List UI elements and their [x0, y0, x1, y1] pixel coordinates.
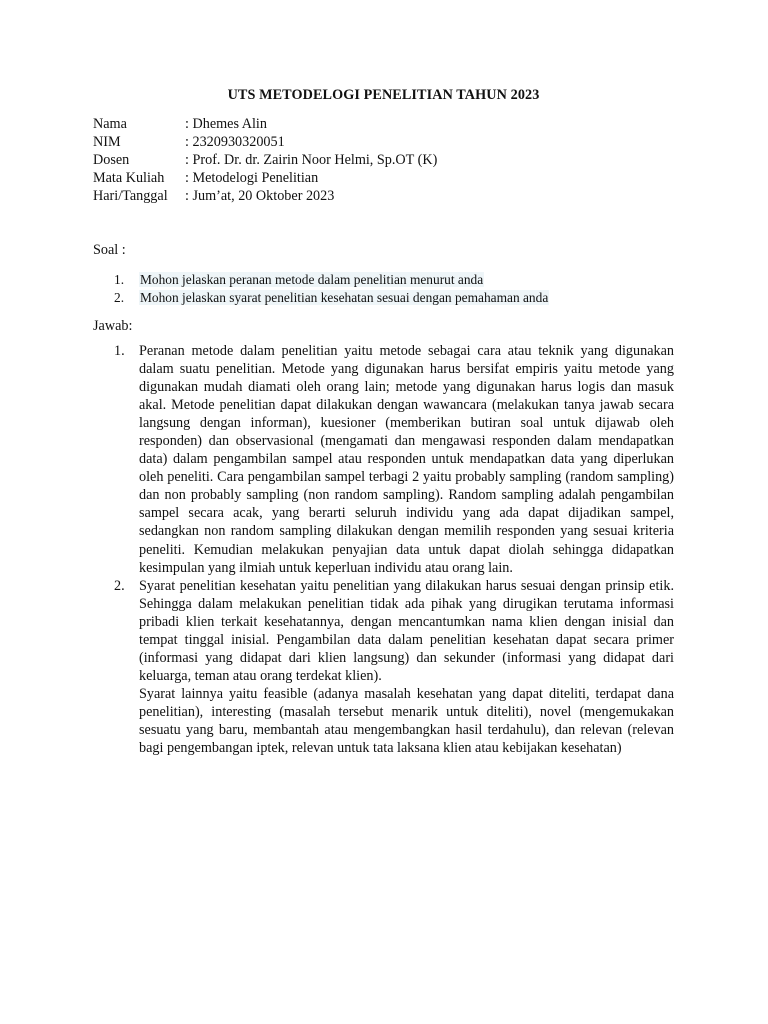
answer-paragraph: Syarat lainnya yaitu feasible (adanya masalah kesehatan yang dapat diteliti, terdapat dana penelitian), interesting (masalah tersebut menarik untuk diteliti), novel (mengemukakan sesuatu yang baru, membantah atau mengembangkan hasil terdahulu), dan relevan (relevan bagi pengembangan iptek, relevan untuk tata laksana klien atau kebijakan kesehatan) — [139, 685, 674, 757]
info-row-dosen — [93, 151, 437, 169]
info-row-mata-kuliah — [93, 169, 437, 187]
question-text: Mohon jelaskan peranan metode dalam penelitian menurut anda — [140, 272, 484, 287]
info-row-hari-tanggal — [93, 187, 437, 205]
info-value: : Dhemes Alin — [185, 116, 267, 132]
question-item — [93, 271, 674, 289]
info-row-nama — [93, 115, 437, 133]
question-number: 2. — [114, 290, 125, 305]
info-value: : Prof. Dr. dr. Zairin Noor Helmi, Sp.OT (K) — [185, 152, 438, 168]
answer-list — [93, 342, 674, 757]
document-title: UTS METODELOGI PENELITIAN TAHUN 2023 — [227, 87, 540, 103]
answer-paragraph: Peranan metode dalam penelitian yaitu metode sebagai cara atau teknik yang digunakan dalam suatu penelitian. Metode yang digunakan harus bersifat empiris yaitu metode yang digunakan mudah diamati oleh orang lain; metode yang digunakan harus logis dan masuk akal. Metode penelitian dapat dilakukan dengan wawancara (melakukan tanya jawab secara langsung dengan informan), kuesioner (memberikan butiran soal untuk dijawab oleh responden) dan observasional (mengamati dan mengawasi responden dalam mendapatkan data) dalam pengambilan sampel atau responden untuk mendapatkan data yang diperlukan oleh peneliti. Cara pengambilan sampel terbagi 2 yaitu probably sampling (random sampling) dan non probably sampling (non random sampling). Random sampling adalah pengambilan sampel secara acak, yang berarti seluruh individu yang ada dapat dijadikan sampel, sedangkan non random sampling dilakukan dengan memilih responden yang sesuai kriteria peneliti. Kemudian melakukan penyajian data untuk dapat diolah sehingga didapatkan kesimpulan yang ilmiah untuk keperluan individu atau orang lain. — [139, 343, 674, 576]
jawab-heading: Jawab: — [93, 318, 133, 334]
question-list — [93, 271, 674, 307]
info-label: Hari/Tanggal — [93, 188, 168, 204]
info-label: Mata Kuliah — [93, 170, 165, 186]
info-label: Dosen — [93, 152, 130, 168]
info-value: : Metodelogi Penelitian — [185, 170, 319, 186]
info-value: : 2320930320051 — [185, 134, 285, 150]
question-text: Mohon jelaskan syarat penelitian kesehatan sesuai dengan pemahaman anda — [140, 290, 549, 305]
soal-heading: Soal : — [93, 242, 126, 258]
question-item — [93, 289, 674, 307]
info-value: : Jum’at, 20 Oktober 2023 — [185, 188, 335, 204]
answer-item — [93, 577, 674, 757]
answer-paragraph: Syarat penelitian kesehatan yaitu penelitian yang dilakukan harus sesuai dengan prinsip etik. Sehingga dalam melakukan penelitian tidak ada pihak yang dirugikan terutama informasi pribadi klien terkait kesehatannya, dengan mencantumkan nama klien dengan inisial dan tempat tinggal inisial. Pengambilan data dalam penelitian kesehatan dapat secara primer (informasi yang didapat dari klien langsung) dan sekunder (informasi yang didapat dari keluarga, teman atau orang terdekat klien). — [139, 577, 674, 684]
answer-item — [93, 342, 674, 577]
info-row-nim — [93, 133, 437, 151]
question-number: 1. — [114, 272, 125, 287]
answer-number: 2. — [114, 577, 125, 594]
info-label: Nama — [93, 116, 127, 132]
info-label: NIM — [93, 134, 121, 150]
student-info-table — [93, 115, 437, 205]
answer-number: 1. — [114, 343, 125, 359]
